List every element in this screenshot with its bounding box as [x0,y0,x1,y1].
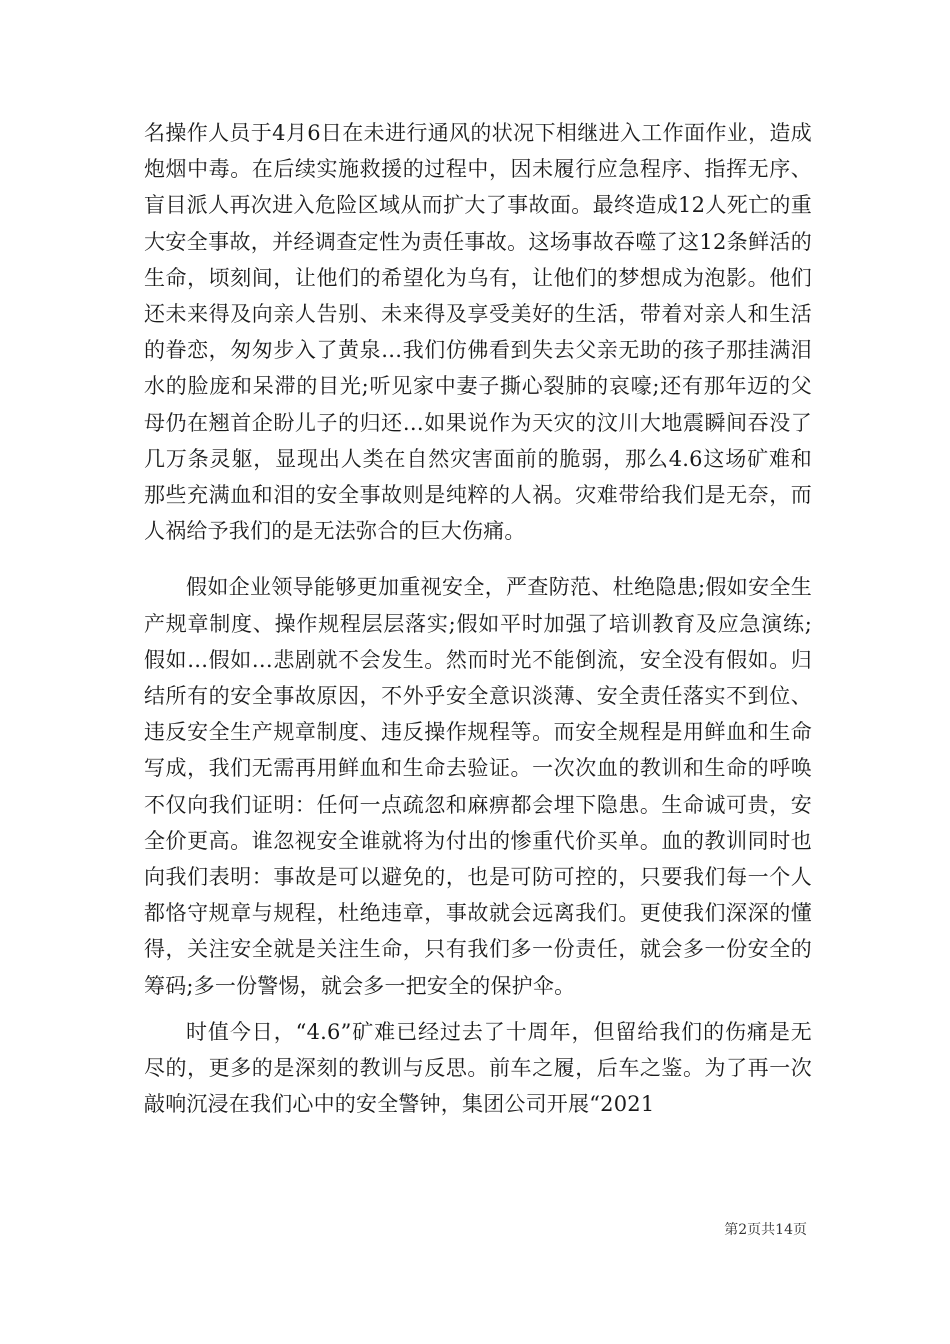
paragraph-2: 假如企业领导能够更加重视安全，严查防范、杜绝隐患;假如安全生产规章制度、操作规程层层落实;假如平时加强了培训教育及应急演练;假如…假如…悲剧就不会发生。然而时光不能倒流，安全没有假如。归结所有的安全事故原因，不外乎安全意识淡薄、安全责任落实不到位、违反安全生产规章制度、违反操作规程等。而安全规程是用鲜血和生命写成，我们无需再用鲜血和生命去验证。一次次血的教训和生命的呼唤不仅向我们证明：任何一点疏忽和麻痹都会埋下隐患。生命诚可贵，安全价更高。谁忽视安全谁就将为付出的惨重代价买单。血的教训同时也向我们表明：事故是可以避免的，也是可防可控的，只要我们每一个人都恪守规章与规程，杜绝违章，事故就会远离我们。更使我们深深的懂得，关注安全就是关注生命，只有我们多一份责任，就会多一份安全的筹码;多一份警惕，就会多一把安全的保护伞。 [144,575,812,998]
paragraph-3: 时值今日，“4.6”矿难已经过去了十周年，但留给我们的伤痛是无尽的，更多的是深刻的教训与反思。前车之履，后车之鉴。为了再一次敲响沉浸在我们心中的安全警钟，集团公司开展“2021 [144,1019,812,1117]
body-text [144,115,812,1122]
page-number-footer: 第2页共14页 [724,1222,807,1238]
paragraph-1: 名操作人员于4月6日在未进行通风的状况下相继进入工作面作业，造成炮烟中毒。在后续实施救援的过程中，因未履行应急程序、指挥无序、盲目派人再次进入危险区域从而扩大了事故面。最终造成12人死亡的重大安全事故，并经调查定性为责任事故。这场事故吞噬了这12条鲜活的生命，顷刻间，让他们的希望化为乌有，让他们的梦想成为泡影。他们还未来得及向亲人告别、未来得及享受美好的生活，带着对亲人和生活的眷恋，匆匆步入了黄泉…我们仿佛看到失去父亲无助的孩子那挂满泪水的脸庞和呆滞的目光;听见家中妻子撕心裂肺的哀嚎;还有那年迈的父母仍在翘首企盼儿子的归还…如果说作为天灾的汶川大地震瞬间吞没了几万条灵躯，显现出人类在自然灾害面前的脆弱，那么4.6这场矿难和那些充满血和泪的安全事故则是纯粹的人祸。灾难带给我们是无奈，而人祸给予我们的是无法弥合的巨大伤痛。 [144,121,812,544]
